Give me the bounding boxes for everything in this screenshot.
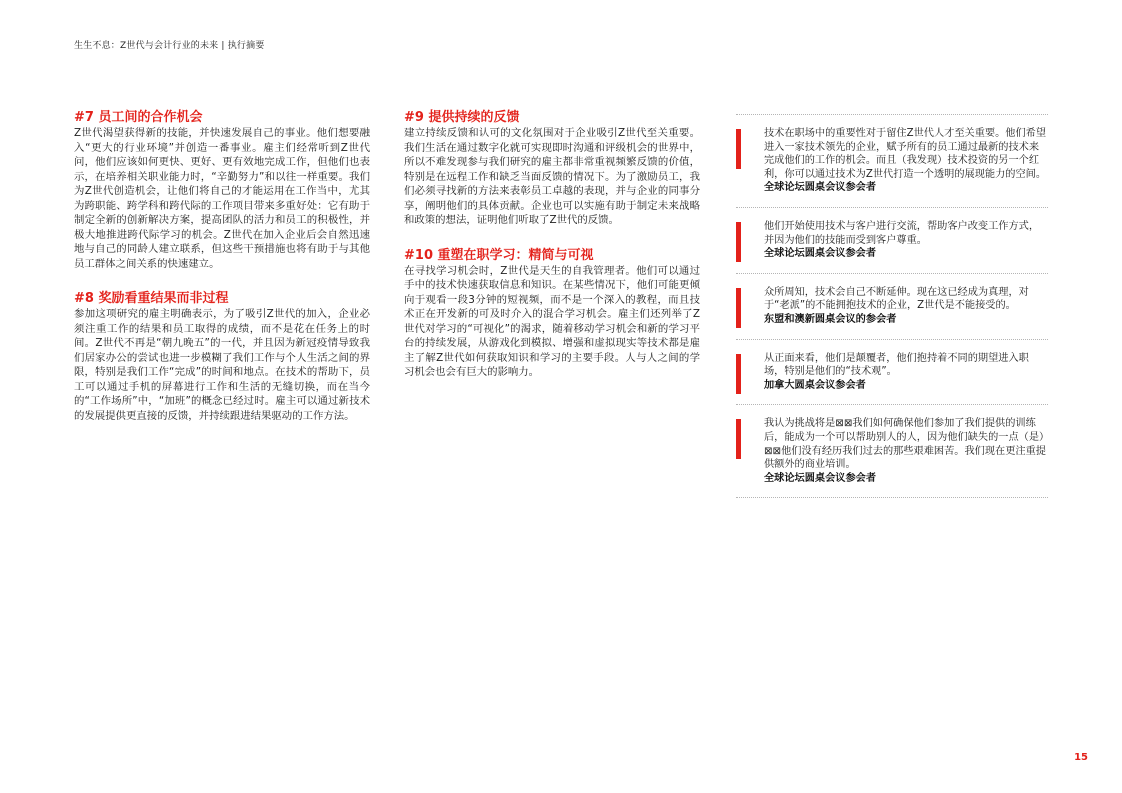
section-title-10: #10 重塑在职学习：精简与可视 — [404, 247, 594, 263]
column-middle — [404, 110, 700, 394]
quote-text: 他们开始使用技术与客户进行交流，帮助客户改变工作方式，并因为他们的技能而受到客户尊重。 — [764, 220, 1040, 246]
running-header: 生生不息：Z世代与会计行业的未来 | 执行摘要 — [74, 41, 265, 51]
section-title-9: #9 提供持续的反馈 — [404, 110, 520, 125]
section-body-7: Z世代渴望获得新的技能，并快速发展自己的事业。他们想要融入“更大的行业环境”并创造一番事业。雇主们经常听到Z世代问，他们应该如何更快、更好、更有效地完成工作，但他们也表示，在培养相关职业能力时，“辛勤努力”和以往一样重要。我们为Z世代创造机会，让他们将自己的才能运用在工作当中，尤其为跨职能、跨学科和跨代际的工作项目带来多重好处：它有助于制定全新的创新解决方案，提高团队的活力和员工的积极性，并极大地推进跨代际学习的机会。Z世代在加入企业后会自然迅速地与自己的同龄人建立联系，但这些干预措施也将有助于与其他员工群体之间关系的快速建立。 — [74, 127, 370, 270]
quote-accent-bar — [736, 354, 741, 394]
quote-accent-bar — [736, 419, 741, 459]
section-body-9: 建立持续反馈和认可的文化氛围对于企业吸引Z世代至关重要。我们生活在通过数字化就可实现即时沟通和评级机会的世界中，所以不难发现参与我们研究的雇主都非常重视频繁反馈的价值，特别是在远程工作和缺乏当面反馈的情况下。为了激励员工，我们必须寻找新的方法来表彰员工卓越的表现，并与企业的同事分享，阐明他们的具体贡献。企业也可以实施有助于制定未来战略和政策的想法，证明他们听取了Z世代的反馈。 — [404, 127, 700, 226]
quote-source: 全球论坛圆桌会议参会者 — [764, 248, 877, 260]
quote-block — [736, 208, 1048, 273]
quote-block — [736, 274, 1048, 339]
quote-source: 东盟和澳新圆桌会议的参会者 — [764, 313, 897, 325]
section-body-10: 在寻找学习机会时，Z世代是天生的自我管理者。他们可以通过手中的技术快速获取信息和知识。在某些情况下，他们可能更倾向于观看一段3分钟的短视频，而不是一个深入的教程，而且技术正在开发新的可及时介入的混合学习机会。雇主们还列举了Z世代对学习的“可视化”的渴求，随着移动学习机会和新的学习平台的持续发展，从游戏化到模拟、增强和虚拟现实等技术都是雇主了解Z世代如何获取知识和学习的主要手段。人与人之间的学习机会也会有巨大的影响力。 — [404, 264, 700, 378]
quote-accent-bar — [736, 288, 741, 328]
quote-source: 全球论坛圆桌会议参会者 — [764, 182, 877, 194]
quote-accent-bar — [736, 129, 741, 169]
quote-block — [736, 405, 1048, 497]
quote-source: 加拿大圆桌会议参会者 — [764, 379, 866, 391]
quote-text: 我认为挑战将是⊠⊠我们如何确保他们参加了我们提供的训练后，能成为一个可以帮助别人的人，因为他们缺失的一点（是）⊠⊠他们没有经历我们过去的那些艰难困苦。我们现在更注重提供额外的商业培训。 — [764, 418, 1046, 471]
section-title-7: #7 员工间的合作机会 — [74, 110, 203, 125]
section-body-8: 参加这项研究的雇主明确表示，为了吸引Z世代的加入，企业必须注重工作的结果和员工取得的成绩，而不是花在任务上的时间。Z世代不再是“朝九晚五”的一代，并且因为新冠疫情导致我们居家办公的尝试也进一步模糊了我们工作与个人生活之间的界限，特别是我们工作“完成”的时间和地点。在技术的帮助下，员工可以通过手机的屏幕进行工作和生活的无缝切换，而在当今的“工作场所”中，“加班”的概念已经过时。雇主可以通过新技术的发展提供更直接的反馈，并持续跟进结果驱动的工作方法。 — [74, 308, 370, 422]
column-left — [74, 110, 370, 437]
quote-block — [736, 340, 1048, 405]
quote-accent-bar — [736, 222, 741, 262]
quotes-column — [736, 114, 1048, 498]
divider — [736, 497, 1048, 498]
section-title-8: #8 奖励看重结果而非过程 — [74, 291, 229, 306]
quote-block — [736, 115, 1048, 207]
quote-text: 技术在职场中的重要性对于留住Z世代人才至关重要。他们希望进入一家技术领先的企业，赋予所有的员工通过最新的技术来完成他们的工作的机会。而且（我发现）技术投资的另一个红利，你可以通过技术为Z世代打造一个透明的展现能力的空间。 — [764, 128, 1047, 180]
page-number: 15 — [1074, 752, 1088, 763]
quote-source: 全球论坛圆桌会议参会者 — [764, 472, 877, 484]
quote-text: 从正面来看，他们是颠覆者，他们抱持着不同的期望进入职场，特别是他们的“技术观”。 — [764, 352, 1029, 378]
quote-text: 众所周知，技术会自己不断延伸。现在这已经成为真理，对于“老派”的不能拥抱技术的企业，Z世代是不能接受的。 — [764, 286, 1029, 312]
